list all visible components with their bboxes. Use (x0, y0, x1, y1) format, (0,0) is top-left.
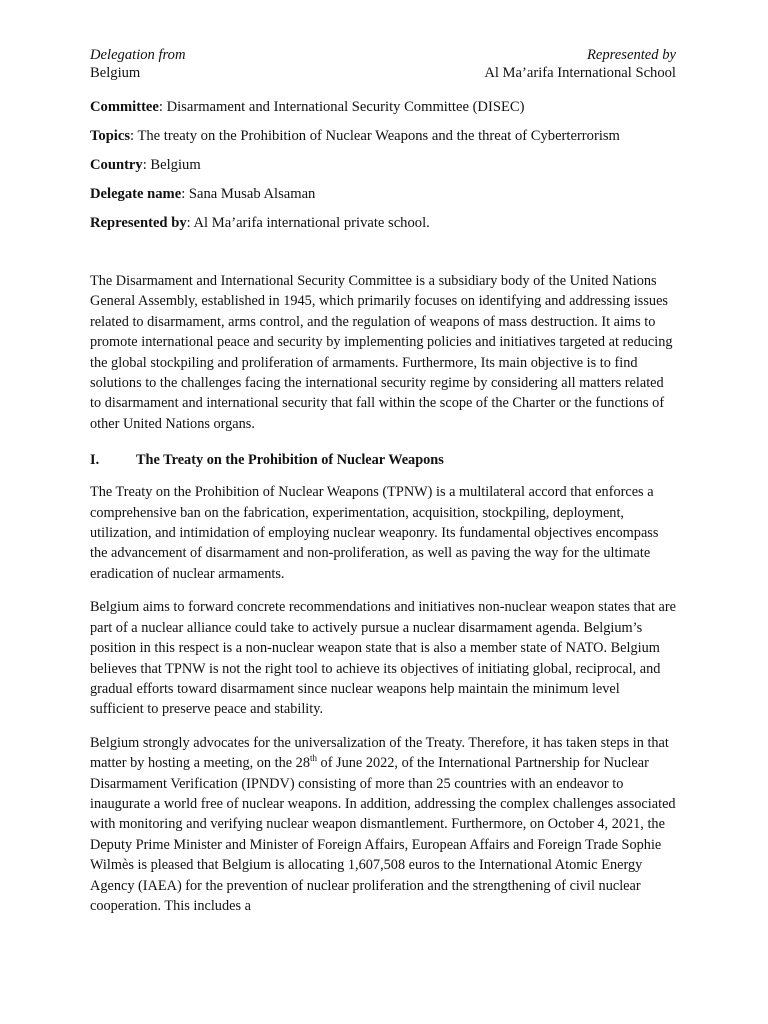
represented-label: Represented by (586, 47, 676, 63)
represented-by-value: : Al Ma’arifa international private school. (186, 215, 430, 231)
letter-header (90, 46, 676, 82)
represented-school: Al Ma’arifa International School (484, 65, 676, 81)
section-title: The Treaty on the Prohibition of Nuclear Weapons (136, 452, 444, 469)
topics-line (90, 127, 676, 145)
tpnw-paragraph: The Treaty on the Prohibition of Nuclear Weapons (TPNW) is a multilateral accord that enforces a comprehensive ban on the fabrication, experimentation, acquisition, stockpiling, deployment, utilization, and intimidation of employing nuclear weaponry. Its fundamental objectives encompass the advancement of disarmament and non-proliferation, as well as paving the way for the ultimate eradication of nuclear armaments. (90, 484, 659, 582)
document-page (90, 46, 676, 916)
committee-line (90, 98, 676, 116)
section-heading (90, 450, 676, 470)
delegate-value: : Sana Musab Alsaman (181, 186, 316, 202)
section-number: I. (90, 452, 100, 469)
represented-line (90, 214, 676, 232)
universalization-text-end: of June 2022, of the International Partnership for Nuclear Disarmament Verification (IPNDV) consisting of more than 25 countries with an endeavor to inaugurate a world free of nuclear weapons. In addition, addressing the complex challenges associated with monitoring and verifying nuclear weapon dismantlement. Furthermore, on October 4, 2021, the Deputy Prime Minister and Minister of Foreign Affairs, European Affairs and Foreign Trade Sophie Wilmès is pleased that Belgium is allocating 1,607,508 euros to the International Atomic Energy Agency (IAEA) for the prevention of nuclear proliferation and the strengthening of civil nuclear cooperation. This includes a (90, 755, 676, 914)
universalization-paragraph (90, 733, 676, 917)
topics-label: Topics (90, 128, 131, 144)
ordinal-suffix: th (309, 753, 317, 764)
committee-value: : Disarmament and International Security Committee (DISEC) (158, 99, 525, 115)
delegation-country: Belgium (90, 65, 141, 81)
delegate-label: Delegate name (90, 186, 182, 202)
committee-label: Committee (90, 99, 159, 115)
intro-paragraph: The Disarmament and International Security Committee is a subsidiary body of the United Nations General Assembly, established in 1945, which primarily focuses on identifying and addressing issues related to disarmament, arms control, and the regulation of weapons of mass destruction. It aims to promote international peace and security by implementing policies and initiatives targeted at reducing the global stockpiling and proliferation of armaments. Furthermore, Its main objective is to find solutions to the challenges facing the international security regime by considering all matters related to disarmament and international security that fall within the scope of the Charter or the functions of other United Nations organs. (90, 273, 673, 432)
country-value: : Belgium (142, 157, 201, 173)
belgium-position-paragraph: Belgium aims to forward concrete recommendations and initiatives non-nuclear weapon states that are part of a nuclear alliance could take to actively pursue a nuclear disarmament agenda. Belgium’s position in this respect is a non-nuclear weapon state that is also a member state of NATO. Belgium believes that TPNW is not the right tool to achieve its objectives of initiating global, reciprocal, and gradual efforts toward disarmament since nuclear weapons help maintain the minimum level sufficient to preserve peace and stability. (90, 599, 676, 718)
delegation-label: Delegation from (90, 47, 186, 63)
represented-by-label: Represented by (90, 215, 187, 231)
delegate-line (90, 185, 676, 203)
country-line (90, 156, 676, 174)
delegation-block (90, 46, 186, 82)
universalization-text-start: Belgium strongly advocates for the universalization of the Treaty. Therefore, it has taken steps in that matter by hosting a meeting, on the 28 (90, 734, 669, 772)
delegate-info (90, 98, 676, 232)
topics-value: : The treaty on the Prohibition of Nuclear Weapons and the threat of Cyberterrorism (130, 128, 620, 144)
represented-block (484, 46, 676, 82)
country-label: Country (90, 157, 143, 173)
